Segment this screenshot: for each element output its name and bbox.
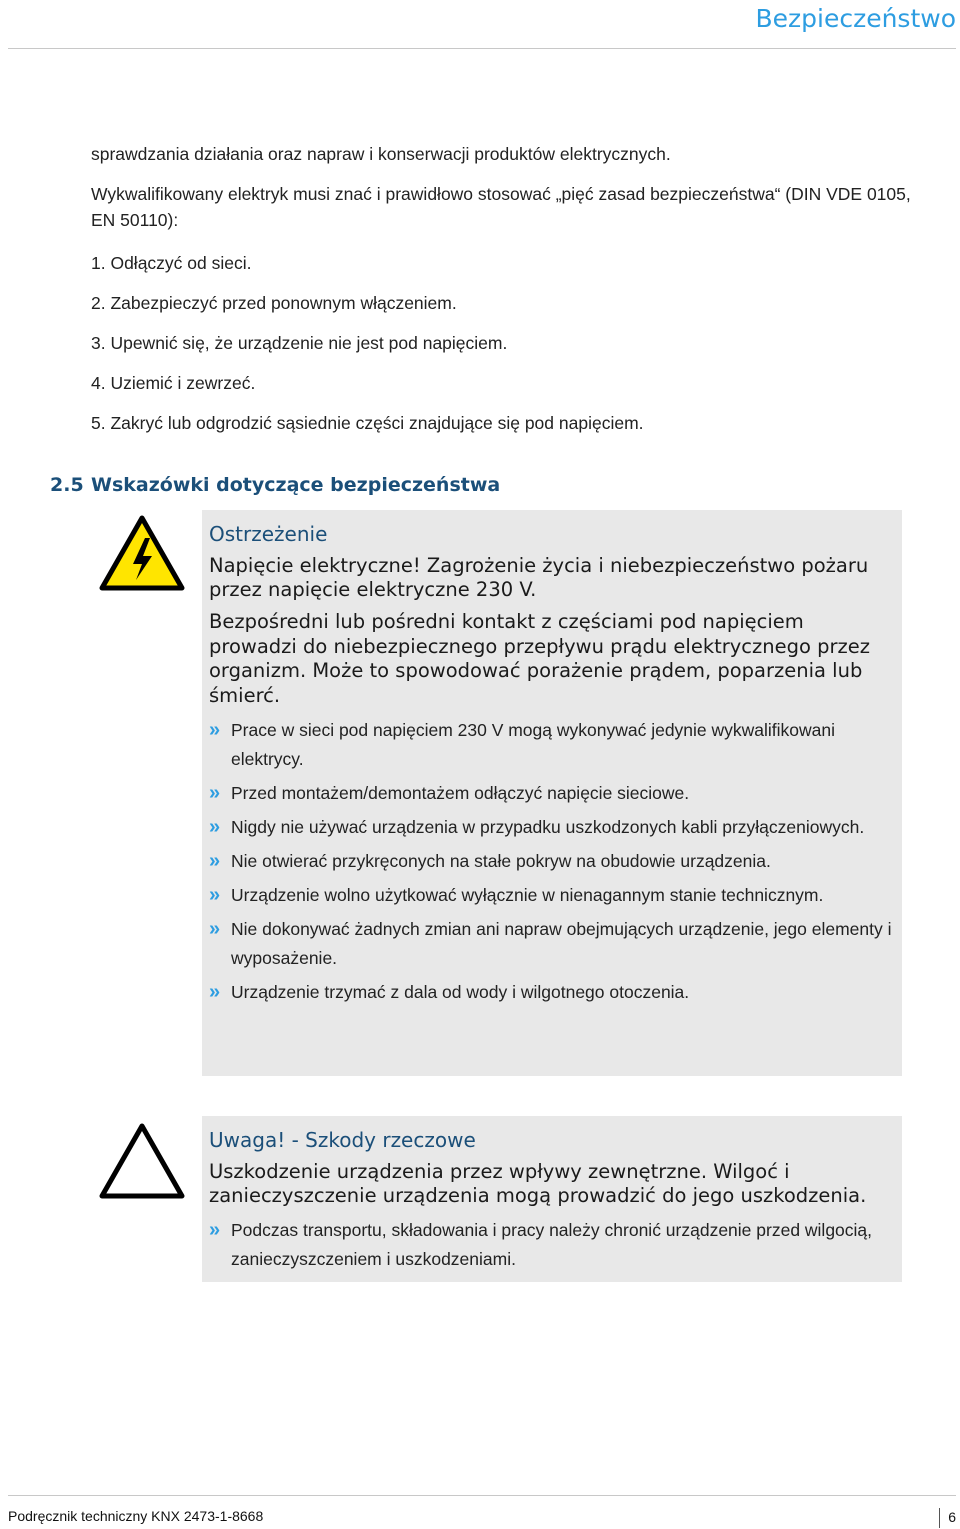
- list-item: 3. Upewnić się, że urządzenie nie jest pod napięciem.: [91, 333, 508, 353]
- list-item: 4. Uziemić i zewrzeć.: [91, 373, 256, 393]
- bullet-marker-icon: »: [209, 850, 221, 872]
- warning-lead: Napięcie elektryczne! Zagrożenie życia i niebezpieczeństwo pożaru przez napięcie elektryczne 230 V.: [209, 554, 869, 601]
- header-divider: [8, 48, 956, 49]
- safety-rules-list: [91, 250, 644, 450]
- intro-paragraph-2: Wykwalifikowany elektryk musi znać i prawidłowo stosować „pięć zasad bezpieczeństwa“ (DIN VDE 0105, EN 50110):: [91, 184, 911, 230]
- footer-document-title: Podręcznik techniczny KNX 2473-1-8668: [8, 1508, 264, 1524]
- warning-body: Bezpośredni lub pośredni kontakt z częściami pod napięciem prowadzi do niebezpiecznego przepływu prądu elektrycznego przez organizm. Może to spowodować porażenie prądem, poparzenia lub śmierć.: [209, 610, 870, 707]
- page-number: 6: [939, 1508, 956, 1528]
- list-item: 1. Odłączyć od sieci.: [91, 253, 252, 273]
- list-item: » Przed montażem/demontażem odłączyć napięcie sieciowe.: [209, 779, 892, 808]
- list-item: » Nigdy nie używać urządzenia w przypadku uszkodzonych kabli przyłączeniowych.: [209, 813, 892, 842]
- section-number: 2.5: [50, 474, 84, 496]
- list-item: » Nie otwierać przykręconych na stałe pokryw na obudowie urządzenia.: [209, 847, 892, 876]
- bullet-marker-icon: »: [209, 719, 221, 741]
- bullet-marker-icon: »: [209, 981, 221, 1003]
- bullet-marker-icon: »: [209, 816, 221, 838]
- caution-lead: Uszkodzenie urządzenia przez wpływy zewnętrzne. Wilgoć i zanieczyszczenie urządzenia mogą prowadzić do jego uszkodzenia.: [209, 1160, 867, 1207]
- page-section-title: Bezpieczeństwo: [755, 4, 956, 33]
- warning-instructions: [209, 716, 892, 1007]
- bullet-marker-icon: »: [209, 782, 221, 804]
- list-item: 5. Zakryć lub odgrodzić sąsiednie części znajdujące się pod napięciem.: [91, 413, 644, 433]
- high-voltage-warning-icon: [98, 514, 186, 592]
- section-heading: Wskazówki dotyczące bezpieczeństwa: [91, 474, 501, 496]
- page-header: [0, 0, 960, 52]
- list-item: 2. Zabezpieczyć przed ponownym włączeniem.: [91, 293, 457, 313]
- intro-paragraph-1: sprawdzania działania oraz napraw i konserwacji produktów elektrycznych.: [91, 144, 671, 164]
- list-item: » Urządzenie trzymać z dala od wody i wilgotnego otoczenia.: [209, 978, 892, 1007]
- list-item: » Nie dokonywać żadnych zmian ani napraw obejmujących urządzenie, jego elementy i wyposażenie.: [209, 915, 892, 973]
- bullet-marker-icon: »: [209, 884, 221, 906]
- caution-instructions: [209, 1216, 892, 1274]
- bullet-marker-icon: »: [209, 1219, 221, 1241]
- bullet-marker-icon: »: [209, 918, 221, 940]
- footer-divider: [8, 1495, 956, 1496]
- warning-notice: [202, 510, 902, 1076]
- list-item: » Podczas transportu, składowania i pracy należy chronić urządzenie przed wilgocią, zanieczyszczeniem i uszkodzeniami.: [209, 1216, 892, 1274]
- list-item: » Prace w sieci pod napięciem 230 V mogą wykonywać jedynie wykwalifikowani elektrycy.: [209, 716, 892, 774]
- list-item: » Urządzenie wolno użytkować wyłącznie w nienagannym stanie technicznym.: [209, 881, 892, 910]
- warning-title: Ostrzeżenie: [209, 522, 328, 546]
- caution-triangle-icon: [98, 1122, 186, 1200]
- caution-notice: [202, 1116, 902, 1282]
- caution-title: Uwaga! - Szkody rzeczowe: [209, 1128, 476, 1152]
